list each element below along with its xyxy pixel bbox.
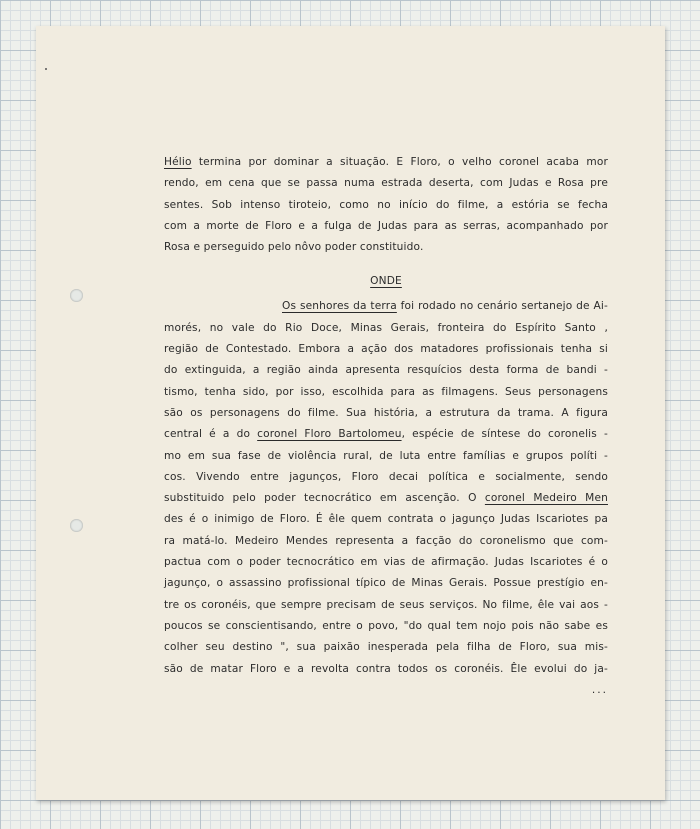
line-text: do extinguida, a região ainda apresenta resquícios desta forma de bandi - [164,364,608,377]
continuation-mark: ... [591,683,608,696]
section-heading [164,268,608,296]
line-text: com a morte de Floro e a fulga de Judas para as serras, acompanhado por [164,219,608,232]
text-line [164,595,608,616]
line-text: des é o inimigo de Floro. É êle quem contrata o jagunço Judas Iscariotes pa [164,513,608,526]
punch-hole-top [70,289,83,302]
text-line [164,659,608,680]
text-line [164,195,608,216]
ink-speck [45,68,47,70]
text-line [164,237,608,258]
line-text: Rosa e perseguido pelo nôvo poder constituido. [164,241,424,254]
line-text: rendo, em cena que se passa numa estrada deserta, com Judas e Rosa pre [164,177,608,190]
document-body [164,152,608,701]
line-text: mo em sua fase de violência rural, de luta entre famílias e grupos políti - [164,449,608,462]
punch-hole-bottom [70,519,83,532]
text-line [164,382,608,403]
text-line [164,509,608,530]
paragraph-location [164,296,608,679]
text-line [164,637,608,658]
text-line [164,467,608,488]
line-text: cos. Vivendo entre jagunços, Floro decai política e socialmente, sendo [164,470,608,483]
line-text: região de Contestado. Embora a ação dos matadores profissionais tenha si [164,343,608,356]
underlined-phrase: coronel Floro Bartolomeu [257,428,402,441]
line-text: termina por dominar a situação. E Floro, o velho coronel acaba mor [191,156,608,168]
text-line [164,424,608,445]
text-line [164,488,608,509]
line-text: central é a do [164,428,258,441]
text-line [164,446,608,467]
line-text: tismo, tenha sido, por isso, escolhida para as filmagens. Seus personagens [164,385,608,398]
line-text: são os personagens do filme. Sua história, a estrutura da trama. A figura [164,406,608,419]
text-line [164,216,608,237]
text-line [164,152,608,173]
underlined-phrase: Hélio [164,156,192,168]
text-line [164,403,608,424]
line-text: , espécie de síntese do coronelis - [401,428,608,441]
text-line [164,552,608,573]
text-line [164,173,608,194]
heading-onde: ONDE [370,275,402,288]
line-text: jagunço, o assassino profissional típico de Minas Gerais. Possue prestígio en- [164,577,608,590]
line-text: substituido pelo poder tecnocrático em ascenção. O [164,492,485,505]
underlined-phrase: Os senhores da terra [282,300,397,313]
text-line [164,531,608,552]
underlined-phrase: coronel Medeiro Men [484,492,608,505]
text-line [164,296,608,317]
text-line [164,573,608,594]
line-text: foi rodado no cenário sertanejo de Ai- [396,300,608,313]
line-text: são de matar Floro e a revolta contra todos os coronéis. Êle evolui do ja- [164,662,608,675]
line-text: ra matá-lo. Medeiro Mendes representa a facção do coronelismo que com- [164,534,608,547]
line-text: tre os coronéis, que sempre precisam de seus serviços. No filme, êle vai aos - [164,598,608,611]
paragraph-outcome [164,152,608,258]
line-text: pactua com o poder tecnocrático em vias de afirmação. Judas Iscariotes é o [164,556,608,569]
text-line [164,616,608,637]
line-text: sentes. Sob intenso tiroteio, como no início do filme, a estória se fecha [164,198,608,211]
line-text: morés, no vale do Rio Doce, Minas Gerais, fronteira do Espírito Santo , [164,321,608,334]
text-line [164,339,608,360]
line-text: colher seu destino ", sua paixão inesperada pela filha de Floro, sua mis- [164,641,608,654]
line-text: poucos se conscientisando, entre o povo, "do qual tem nojo pois não sabe es [164,619,608,632]
text-line [164,318,608,339]
text-line [164,360,608,381]
